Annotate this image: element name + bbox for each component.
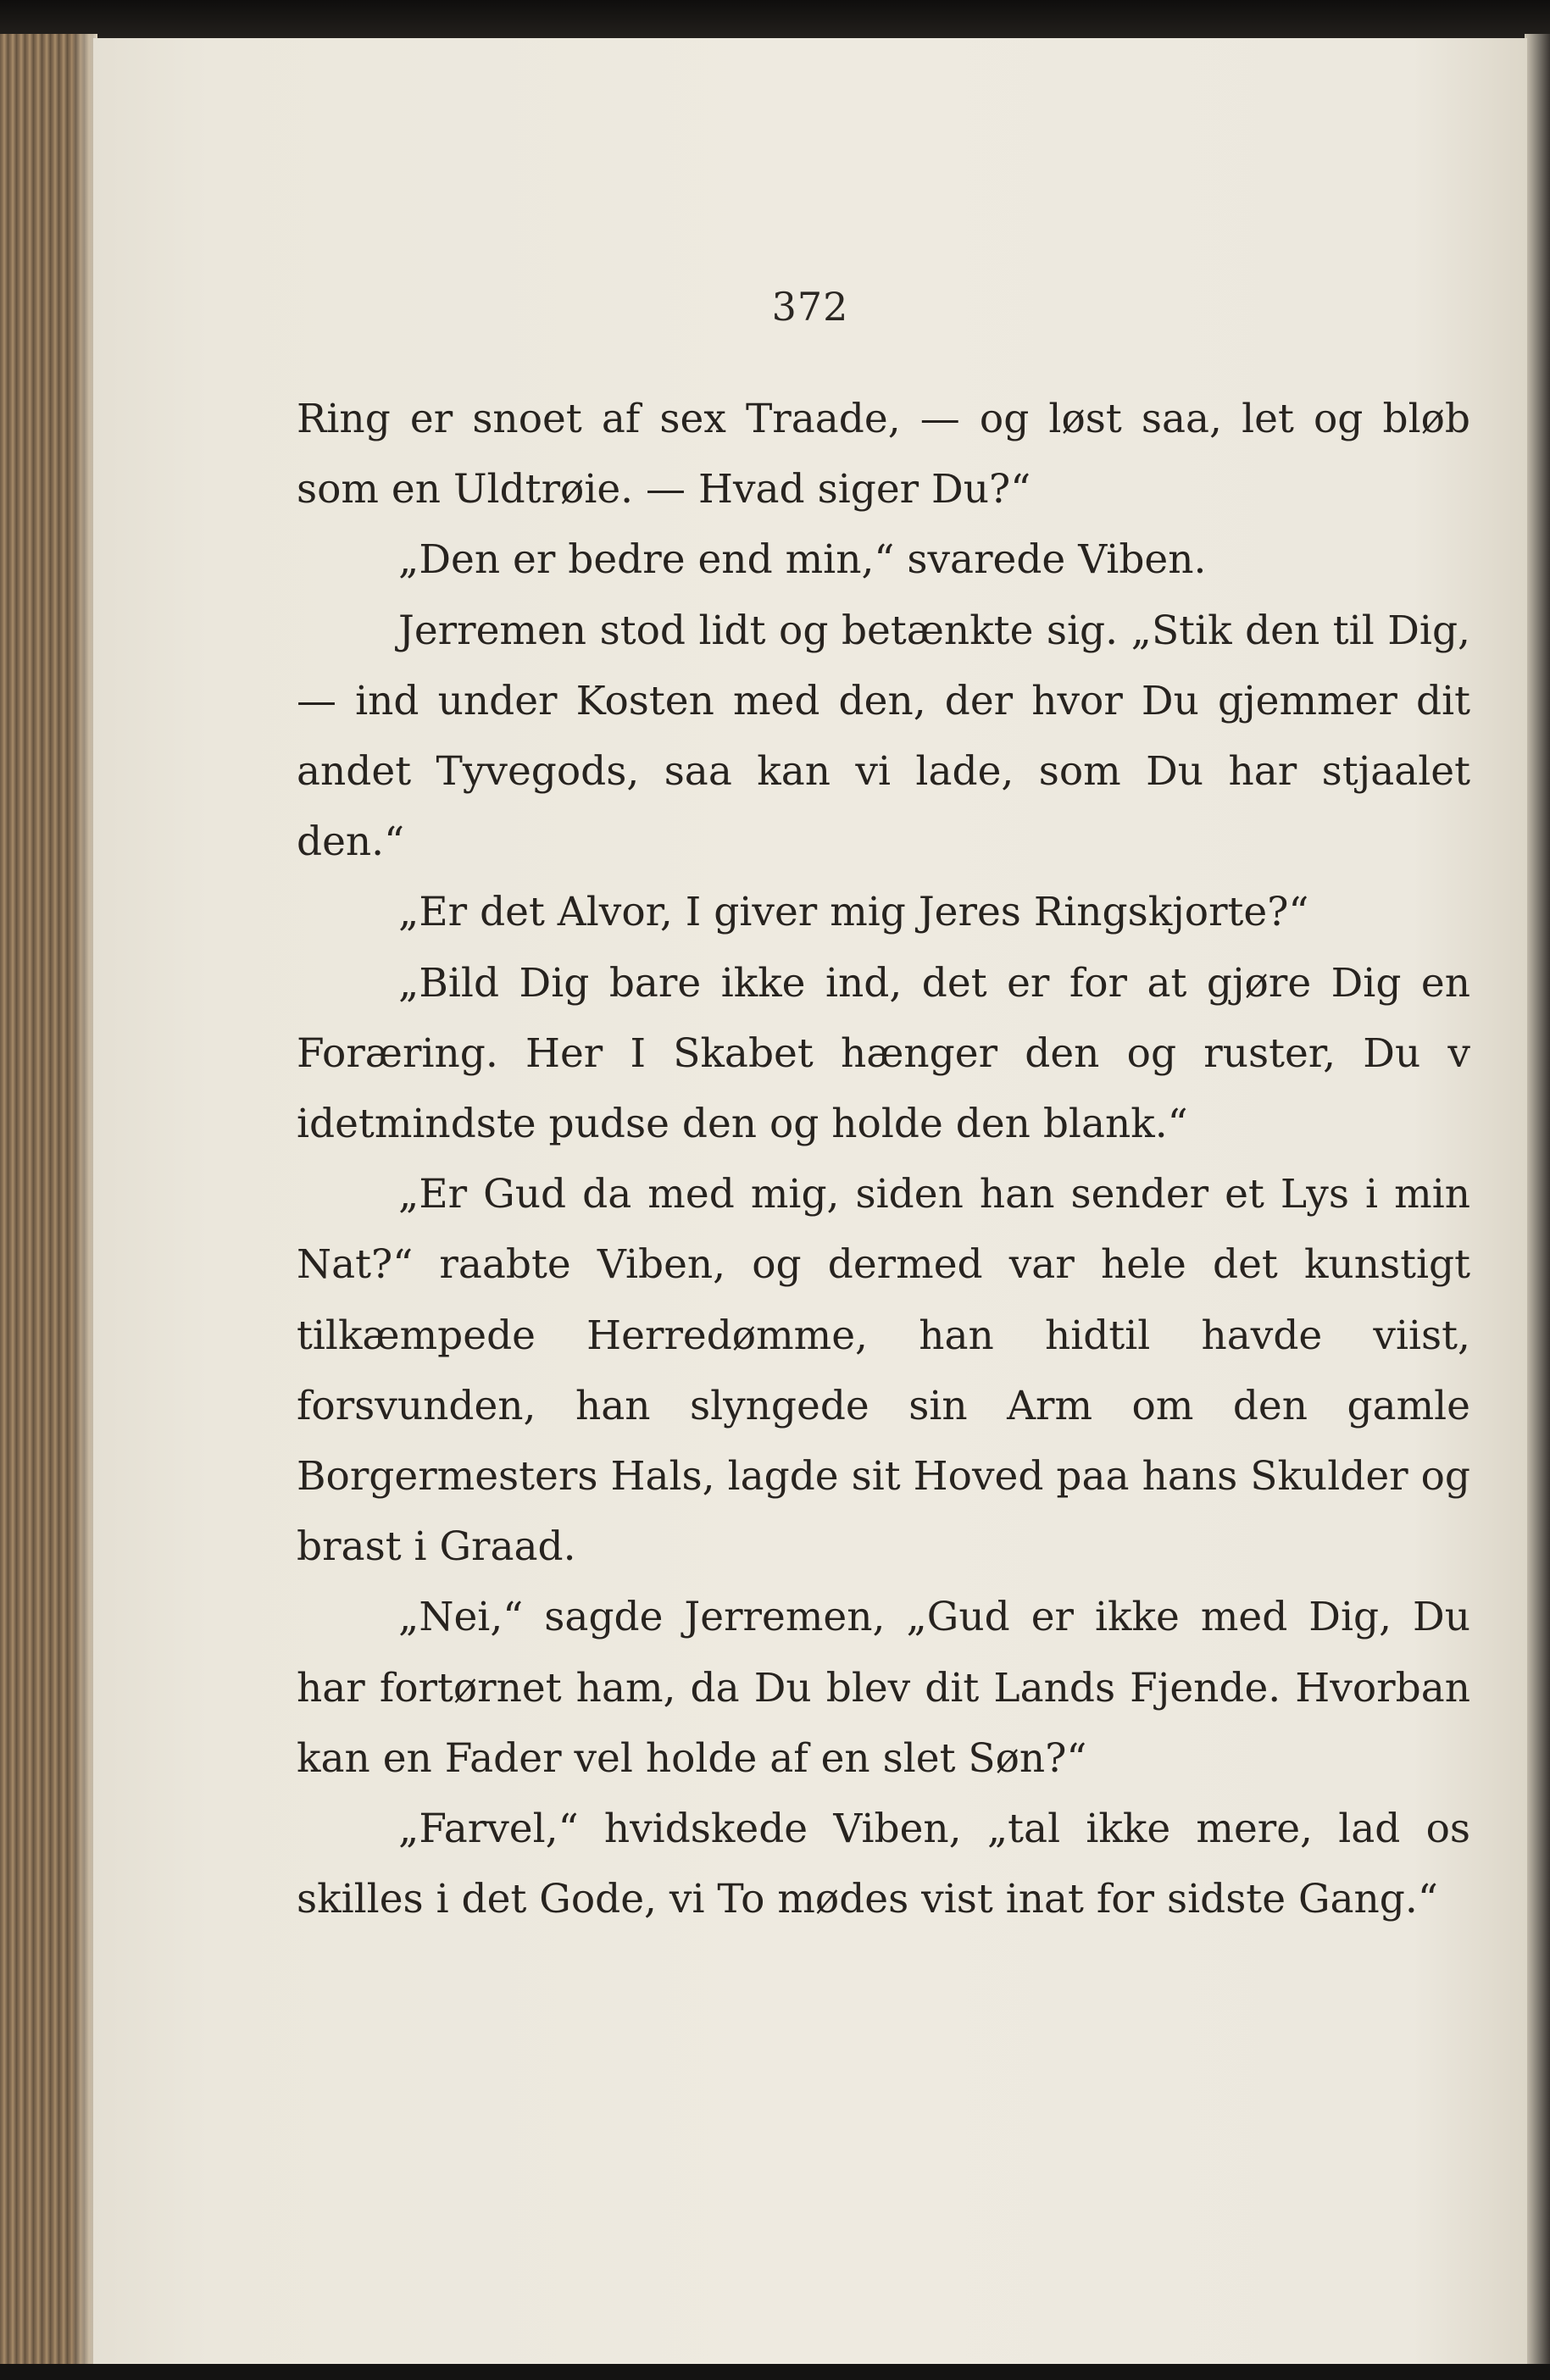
page-edges <box>0 34 97 2372</box>
paragraph-3: Jerremen stod lidt og betænkte sig. „Stik den til Dig, — ind under Kosten med den, der hvor Du gjemmer dit andet Tyvegods, saa kan vi lade, som Du har stjaalet den.“ <box>297 607 1470 866</box>
paragraph-4: „Er det Alvor, I giver mig Jeres Ringskjorte?“ <box>398 889 1309 936</box>
paragraph-5: „Bild Dig bare ikke ind, det er for at gjøre Dig en Foræring. Her I Skabet hænger den og ruster, Du v idetmindste pudse den og holde den blank.“ <box>297 959 1470 1148</box>
paragraph-7: „Nei,“ sagde Jerremen, „Gud er ikke med Dig, Du har fortørnet ham, da Du blev dit Lands Fjende. Hvorban kan en Fader vel holde af en slet Søn?“ <box>297 1594 1470 1782</box>
scan-bottom-border <box>0 2364 1550 2380</box>
book-page <box>93 38 1527 2366</box>
paragraph-1: Ring er snoet af sex Traade, — og løst saa, let og bløb som en Uldtrøie. — Hvad siger Du?“ <box>297 396 1470 513</box>
body-text <box>297 384 1470 1934</box>
paragraph-2: „Den er bedre end min,“ svarede Viben. <box>398 536 1207 584</box>
paragraph-6: „Er Gud da med mig, siden han sender et Lys i min Nat?“ raabte Viben, og dermed var hele det kunstigt tilkæmpede Herredømme, han hidtil havde viist, forsvunden, han slyngede sin Arm om den gamle Borgermesters Hals, lagde sit Hoved paa hans Skulder og brast i Graad. <box>297 1171 1470 1571</box>
page-number: 372 <box>771 284 849 330</box>
paragraph-8: „Farvel,“ hvidskede Viben, „tal ikke mere, lad os skilles i det Gode, vi To mødes vist inat for sidste Gang.“ <box>297 1806 1470 1923</box>
spine-shadow <box>1525 34 1550 2372</box>
